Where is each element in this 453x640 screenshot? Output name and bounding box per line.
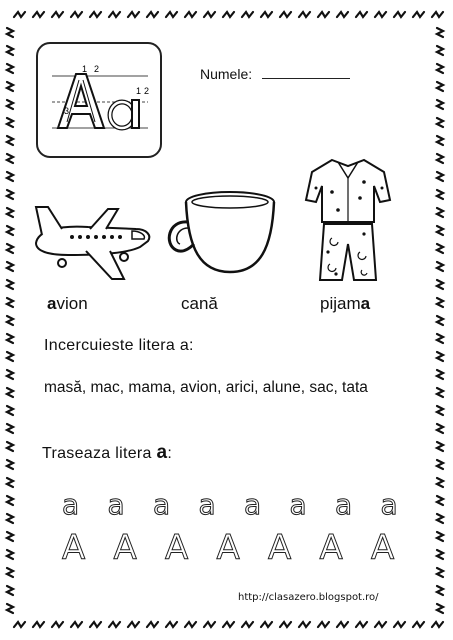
name-label: Numele: bbox=[200, 66, 253, 82]
trace-letter: a bbox=[244, 488, 262, 521]
airplane-icon bbox=[28, 195, 158, 285]
circle-instruction: Incercuieste litera a: bbox=[44, 337, 194, 354]
word-pijama: pijama bbox=[320, 294, 371, 313]
trace-letter: A bbox=[62, 528, 86, 568]
name-input-line[interactable] bbox=[262, 78, 350, 79]
trace-letter: a bbox=[62, 488, 80, 521]
trace-letter: a bbox=[198, 488, 216, 521]
stroke-number: 1 bbox=[82, 64, 88, 74]
trace-letter: a bbox=[153, 488, 171, 521]
trace-letter: A bbox=[113, 528, 137, 568]
stroke-number: 1 bbox=[136, 86, 142, 96]
trace-letter: a bbox=[289, 488, 307, 521]
trace-instruction: Traseaza litera a: bbox=[42, 442, 173, 463]
pajamas-icon bbox=[302, 152, 394, 284]
stroke-number: 3 bbox=[64, 106, 70, 116]
trace-letter: a bbox=[107, 488, 125, 521]
stroke-number: 2 bbox=[94, 64, 100, 74]
trace-letter: A bbox=[319, 528, 343, 568]
trace-letter: A bbox=[371, 528, 395, 568]
trace-letter: a bbox=[335, 488, 353, 521]
word-list: masă, mac, mama, avion, arici, alune, sac, tata bbox=[44, 379, 368, 396]
word-cana: cană bbox=[181, 294, 218, 313]
trace-letter: a bbox=[380, 488, 398, 521]
word-avion: avion bbox=[47, 294, 88, 313]
trace-letter: A bbox=[165, 528, 189, 568]
source-url: http://clasazero.blogspot.ro/ bbox=[238, 592, 379, 603]
letter-a-diagram bbox=[38, 44, 160, 156]
stroke-number: 2 bbox=[144, 86, 150, 96]
cup-icon bbox=[166, 188, 286, 283]
letter-card bbox=[36, 42, 162, 158]
trace-letter: A bbox=[268, 528, 292, 568]
trace-letter: A bbox=[216, 528, 240, 568]
